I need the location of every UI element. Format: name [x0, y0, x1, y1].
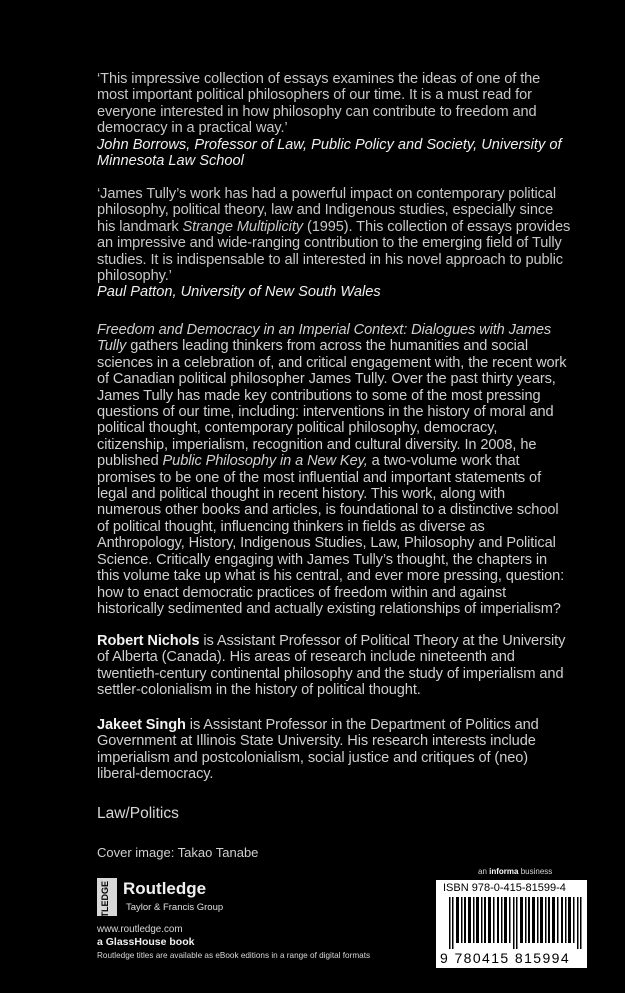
informa-business-label: an informa business — [478, 867, 553, 876]
quote-2-text: ‘James Tully’s work has had a powerful impact on contemporary political philosophy, political theory, law and Indigenous studies, especially since his landmark Strange Multiplicity (1995). This collection of essays provides an impressive and wide-ranging contribution to the emerging field of Tully studies. It is indispensable to all interested in his novel approach to public philosophy.’ — [97, 186, 571, 285]
quote-2-book-title: Strange Multiplicity — [182, 218, 303, 235]
ebook-note: Routledge titles are available as eBook editions in a range of digital formats — [97, 951, 371, 960]
quote-2 — [97, 186, 572, 301]
routledge-logo-icon: ROUTLEDGE — [97, 878, 117, 916]
publisher-website: www.routledge.com — [97, 924, 183, 935]
description-text: Freedom and Democracy in an Imperial Context: Dialogues with James Tully gathers leading thinkers from across the humanities and social sciences in a celebration of, and critical engagement with, the recent work of Canadian political philosopher James Tully. Over the past thirty years, James Tully has made key contributions to some of the most pressing questions of our time, including: interventions in the history of moral and political thought, contemporary political philosophy, democracy, citizenship, imperialism, recognition and cultural diversity. In 2008, he published Public Philosophy in a New Key, a two-volume work that promises to be one of the most influential and important statements of legal and political thought in recent history. This work, along with numerous other books and articles, is foundational to a distinctive school of political thought, influencing thinkers in fields as diverse as Anthropology, History, Indigenous Studies, Law, Philosophy and Political Science. Critically engaging with James Tully’s thought, the chapters in this volume take up what is his central, and ever more pressing, question: how to enact democratic practices of freedom within and against historically sedimented and actually existing relationships of imperialism? — [97, 322, 567, 617]
quote-1-text: ‘This impressive collection of essays examines the ideas of one of the most important political philosophers of our time. It is a must read for everyone interested in how philosophy can contribute to freedom and democracy in a practical way.’ — [97, 71, 541, 137]
subject-category: Law/Politics — [97, 805, 179, 822]
bio-jakeet-singh: Jakeet Singh is Assistant Professor in the Department of Politics and Government at Illinois State University. His research interests include imperialism and postcolonialism, social justice and critiques of (neo) liberal-democracy. — [97, 717, 539, 783]
barcode-icon — [449, 897, 583, 949]
author-name-1: Robert Nichols — [97, 633, 200, 649]
quote-1-attribution: John Borrows, Professor of Law, Public Policy and Society, University of Minnesota Law School — [97, 136, 562, 170]
book-title: Freedom and Democracy in an Imperial Context: Dialogues with James Tully — [97, 322, 552, 355]
quote-2-attribution: Paul Patton, University of New South Wales — [97, 284, 381, 301]
barcode-number: 9 780415 815994 — [440, 950, 570, 966]
publisher-group: Taylor & Francis Group — [126, 902, 224, 913]
publisher-name: Routledge — [123, 879, 207, 898]
referenced-book-title: Public Philosophy in a New Key, — [162, 453, 368, 470]
publisher-imprint: a GlassHouse book — [97, 936, 195, 948]
author-name-2: Jakeet Singh — [97, 717, 186, 733]
cover-image-credit: Cover image: Takao Tanabe — [97, 845, 259, 860]
book-description — [97, 322, 572, 617]
isbn-text: ISBN 978-0-415-81599-4 — [443, 882, 566, 894]
bio-robert-nichols: Robert Nichols is Assistant Professor of Political Theory at the University of Alberta (Canada). His areas of research include nineteenth and twentieth-century continental philosophy and the study of imperialism and settler-colonialism in the history of political thought. — [97, 633, 566, 699]
quote-1 — [97, 71, 572, 169]
